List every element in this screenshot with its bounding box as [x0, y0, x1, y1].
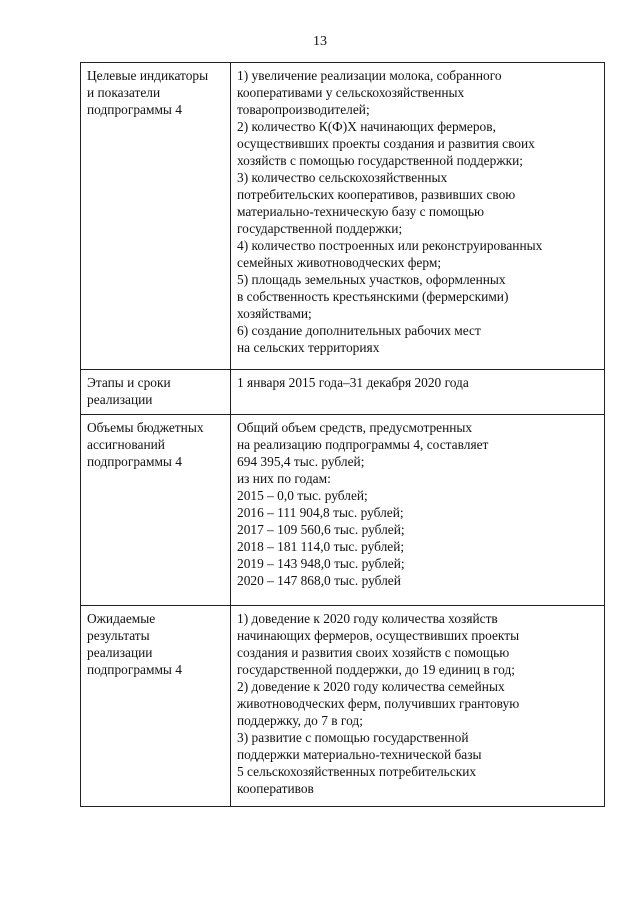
table-row-target-indicators	[81, 63, 605, 370]
row-value-line: кооперативов	[237, 781, 314, 796]
row-label-line: и показатели	[87, 85, 161, 100]
row-label-line: реализации	[87, 392, 153, 407]
row-value-line: 1) доведение к 2020 году количества хозяйств	[237, 611, 498, 626]
row-value-line: 4) количество построенных или реконструированных	[237, 238, 543, 253]
row-value-line: 1) увеличение реализации молока, собранного	[237, 68, 502, 83]
row-value-line: 5) площадь земельных участков, оформленных	[237, 272, 506, 287]
row-value-cell	[231, 415, 605, 606]
row-label-line: Целевые индикаторы	[87, 68, 209, 83]
row-value-line: кооперативами у сельскохозяйственных	[237, 85, 465, 100]
row-label-cell	[81, 370, 231, 415]
row-value-line: 2018 – 181 114,0 тыс. рублей;	[237, 539, 405, 554]
row-value-line: государственной поддержки;	[237, 221, 403, 236]
row-value-line: создания и развития своих хозяйств с помощью	[237, 645, 510, 660]
row-label-line: подпрограммы 4	[87, 662, 182, 677]
row-value-line: государственной поддержки, до 19 единиц в год;	[237, 662, 515, 677]
row-label-line: Этапы и сроки	[87, 375, 171, 390]
row-value-cell	[231, 606, 605, 807]
row-value-line: 2016 – 111 904,8 тыс. рублей;	[237, 505, 404, 520]
row-value-line: на сельских территориях	[237, 340, 380, 355]
row-value-line: 1 января 2015 года–31 декабря 2020 года	[237, 375, 469, 390]
row-label-line: Объемы бюджетных	[87, 420, 204, 435]
row-value-line: поддержку, до 7 в год;	[237, 713, 363, 728]
row-value-line: 2015 – 0,0 тыс. рублей;	[237, 488, 368, 503]
row-value-line: в собственность крестьянскими (фермерскими)	[237, 289, 509, 304]
row-label-line: подпрограммы 4	[87, 454, 182, 469]
row-value-line: 2019 – 143 948,0 тыс. рублей;	[237, 556, 405, 571]
row-label-cell	[81, 63, 231, 370]
row-label-line: реализации	[87, 645, 153, 660]
page-number: 13	[313, 34, 327, 49]
row-value-line: 2020 – 147 868,0 тыс. рублей	[237, 573, 401, 588]
row-value-line: 2) доведение к 2020 году количества семейных	[237, 679, 505, 694]
row-value-line: на реализацию подпрограммы 4, составляет	[237, 437, 489, 452]
row-value-line: 2017 – 109 560,6 тыс. рублей;	[237, 522, 405, 537]
row-value-line: 2) количество К(Ф)Х начинающих фермеров,	[237, 119, 496, 134]
row-value-line: семейных животноводческих ферм;	[237, 255, 442, 270]
row-value-cell	[231, 63, 605, 370]
row-label-cell	[81, 606, 231, 807]
row-value-line: материально-техническую базу с помощью	[237, 204, 485, 219]
row-value-line: хозяйствами;	[237, 306, 312, 321]
row-value-line: осуществивших проекты создания и развития своих	[237, 136, 535, 151]
row-value-line: товаропроизводителей;	[237, 102, 370, 117]
row-value-cell	[231, 370, 605, 415]
row-label-line: подпрограммы 4	[87, 102, 182, 117]
row-value-line: 3) развитие с помощью государственной	[237, 730, 469, 745]
row-value-line: 6) создание дополнительных рабочих мест	[237, 323, 481, 338]
table-row-expected-results	[81, 606, 605, 807]
row-value-line: хозяйств с помощью государственной поддержки;	[237, 153, 523, 168]
row-value-line: Общий объем средств, предусмотренных	[237, 420, 473, 435]
row-value-line: начинающих фермеров, осуществивших проекты	[237, 628, 520, 643]
row-value-line: 3) количество сельскохозяйственных	[237, 170, 448, 185]
row-value-line: 694 395,4 тыс. рублей;	[237, 454, 365, 469]
subprogram-passport-table	[80, 62, 605, 807]
row-label-line: Ожидаемые	[87, 611, 156, 626]
row-value-line: животноводческих ферм, получивших грантовую	[237, 696, 520, 711]
row-value-line: из них по годам:	[237, 471, 331, 486]
row-label-cell	[81, 415, 231, 606]
row-value-line: 5 сельскохозяйственных потребительских	[237, 764, 477, 779]
row-value-line: потребительских кооперативов, развивших свою	[237, 187, 516, 202]
row-value-line: поддержки материально-технической базы	[237, 747, 482, 762]
row-label-line: результаты	[87, 628, 150, 643]
table-row-stages-and-terms	[81, 370, 605, 415]
table-row-budget-allocations	[81, 415, 605, 606]
row-label-line: ассигнований	[87, 437, 165, 452]
